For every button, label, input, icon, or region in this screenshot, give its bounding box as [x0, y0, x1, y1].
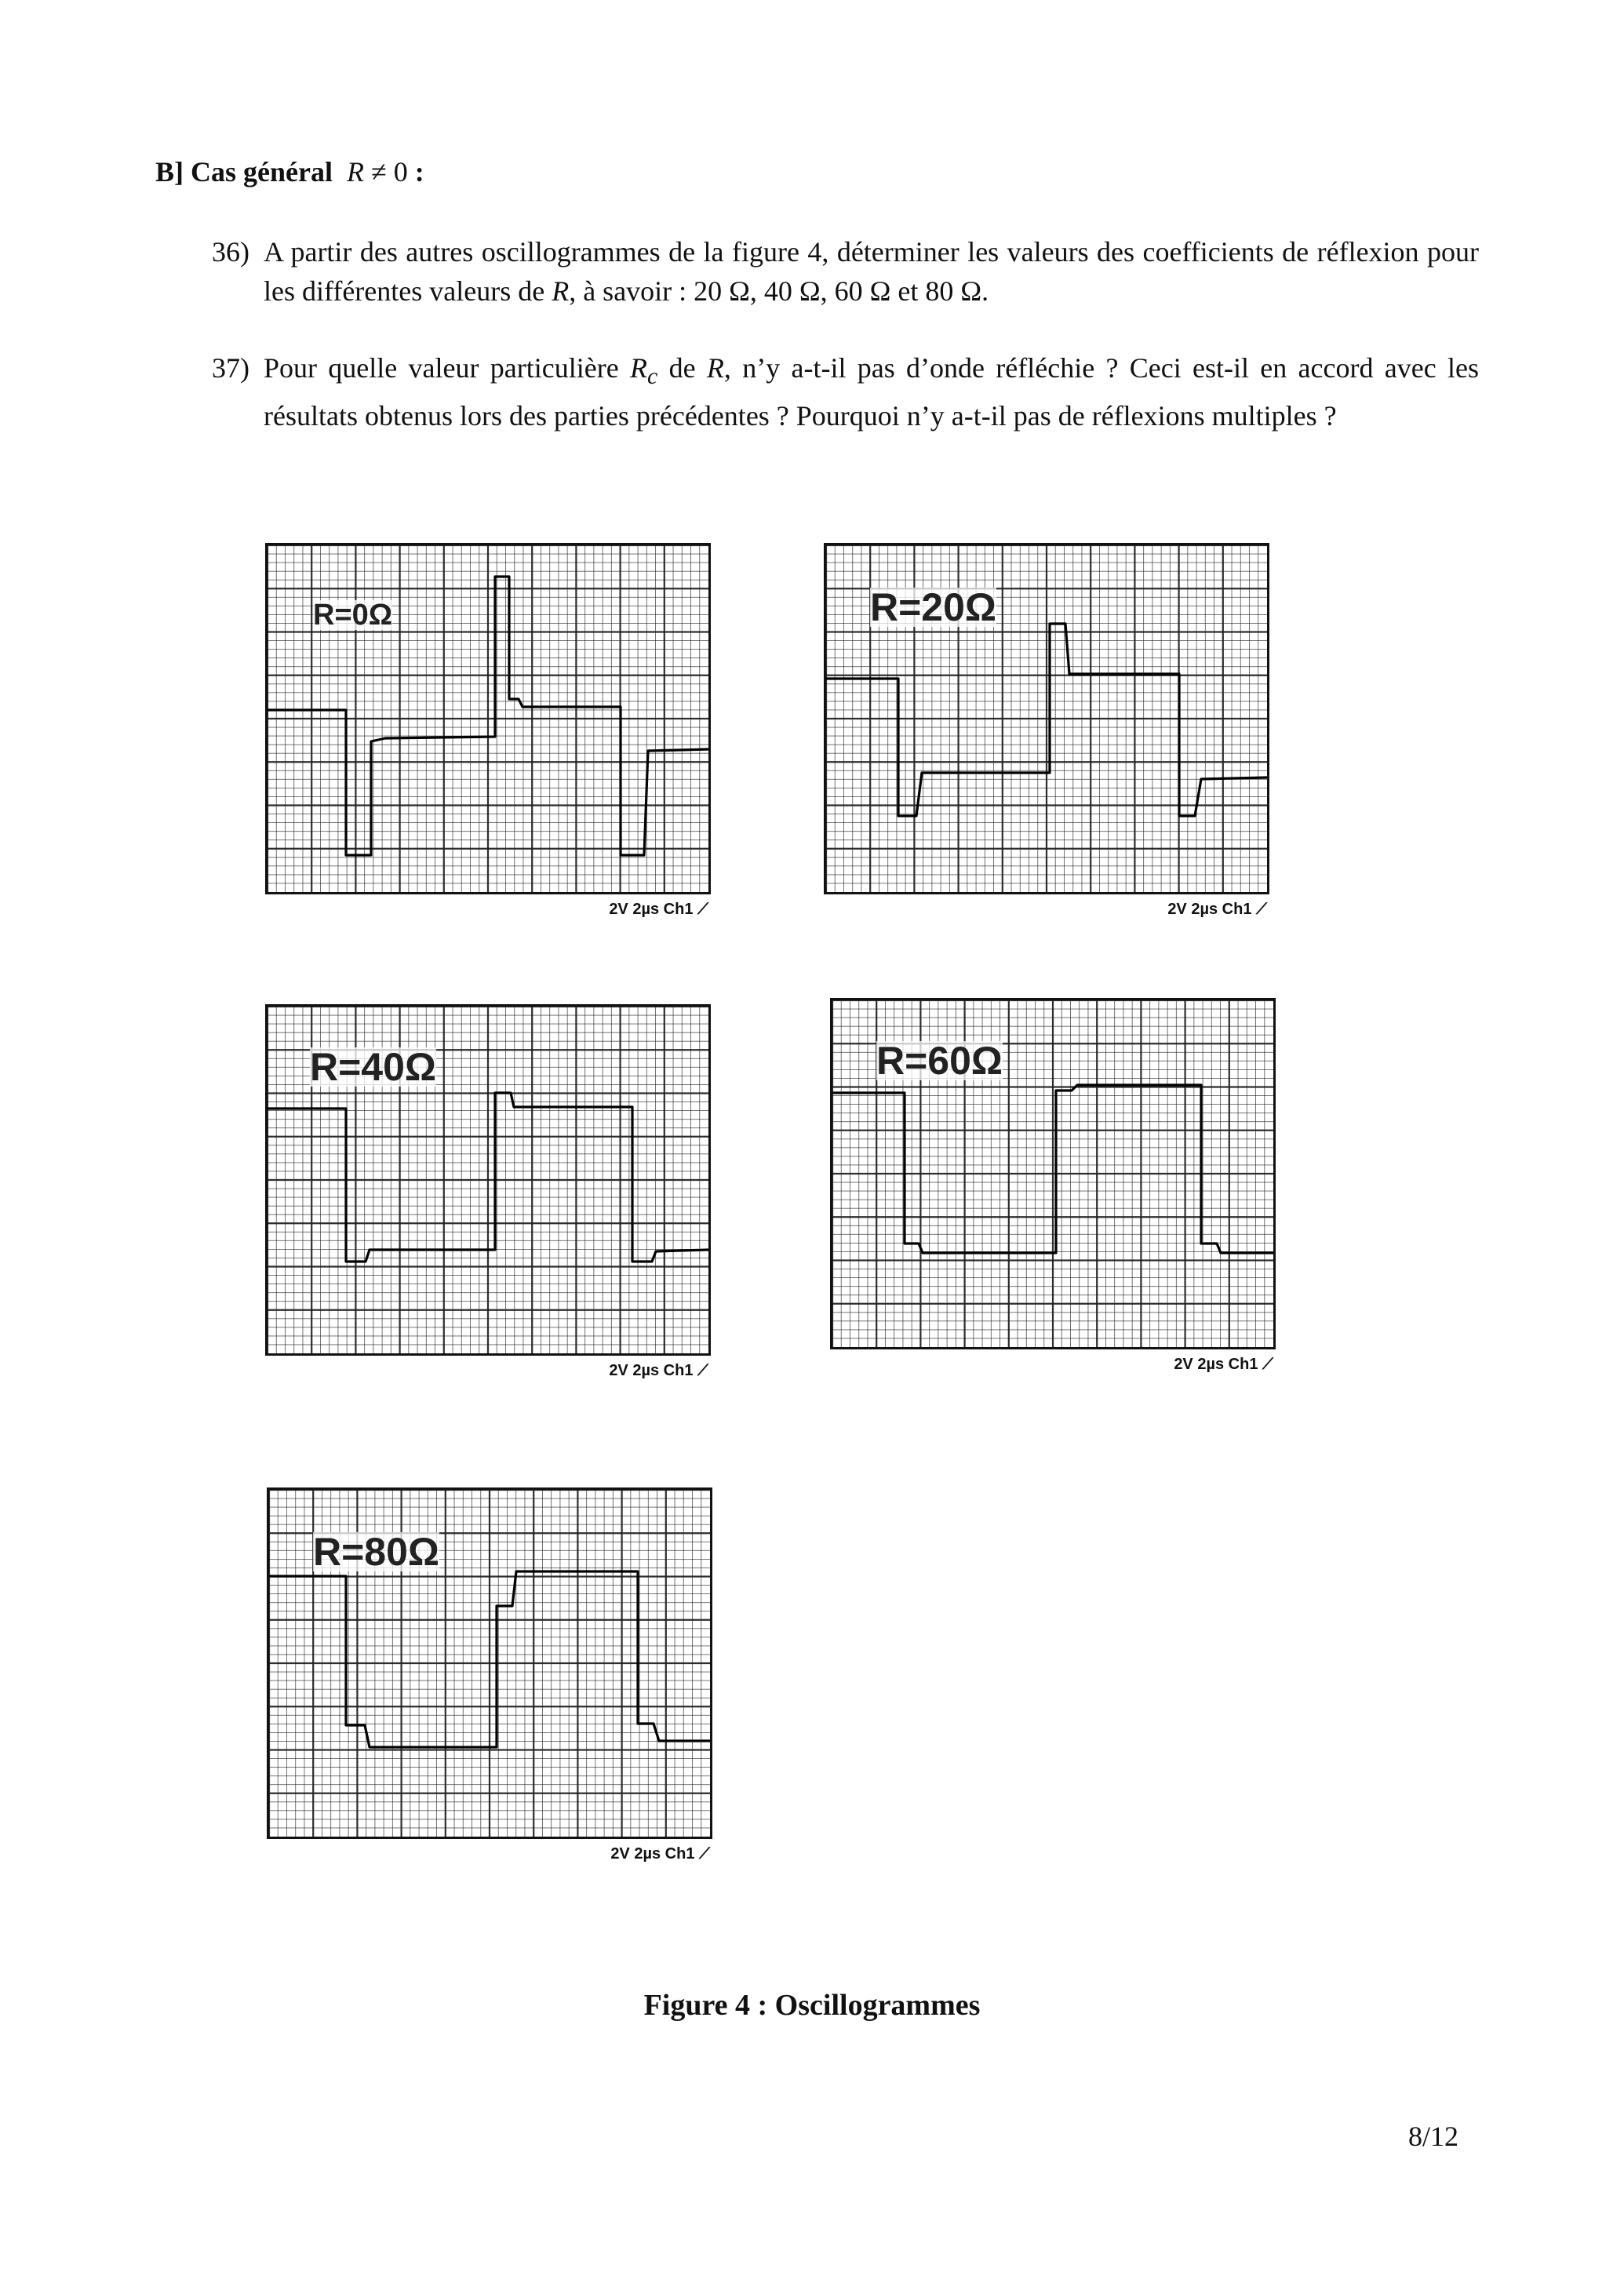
section-heading-math — [340, 156, 408, 188]
oscillogram-scale: 2V 2µs Ch1 ⟋ — [609, 901, 708, 918]
math-variable: R — [346, 156, 364, 188]
oscillogram-r40 — [265, 1004, 711, 1379]
oscillogram-r20 — [824, 543, 1269, 918]
oscillogram-r80 — [267, 1487, 712, 1863]
section-heading — [155, 155, 424, 188]
oscillogram-label: R=40Ω — [310, 1045, 437, 1089]
question-number: 36) — [212, 236, 249, 268]
question-text: A partir des autres oscillogrammes de la figure 4, déterminer les valeurs des coefficients de réflexion pour les différentes valeurs de R, à savoir : 20 Ω, 40 Ω, 60 Ω et 80 Ω. — [264, 236, 1479, 307]
oscillogram-label: R=0Ω — [313, 599, 393, 632]
oscillogram-label: R=60Ω — [876, 1039, 1003, 1083]
question-text: Pour quelle valeur particulière $R_c$ de R, n’y a-t-il pas d’onde réfléchie ? Ceci est-il en accord avec les résultats obtenus lors des parties précédentes ? Pourquoi n’y a-t-il pas de réflexions multiples ? — [264, 352, 1479, 432]
question-36 — [212, 232, 1479, 311]
question-number: 37) — [212, 352, 249, 384]
oscillogram-r60 — [830, 998, 1276, 1373]
oscillogram-scale: 2V 2µs Ch1 ⟋ — [1174, 1356, 1273, 1373]
oscillogram-label: R=20Ω — [870, 585, 997, 629]
page-number: 8/12 — [1408, 2121, 1459, 2152]
math-relation: ≠ 0 — [370, 156, 408, 188]
section-heading-prefix: B] Cas général — [155, 156, 333, 188]
oscillogram-scale: 2V 2µs Ch1 ⟋ — [1167, 901, 1267, 918]
section-heading-colon: : — [414, 156, 424, 188]
oscillogram-scale: 2V 2µs Ch1 ⟋ — [610, 1845, 710, 1863]
oscillogram-label: R=80Ω — [313, 1530, 440, 1574]
oscillogram-grid — [268, 545, 708, 892]
oscillogram-r0 — [265, 543, 711, 918]
oscillogram-scale: 2V 2µs Ch1 ⟋ — [609, 1362, 708, 1379]
question-37 — [212, 348, 1479, 435]
figure-caption: Figure 4 : Oscillogrammes — [643, 1989, 981, 2022]
